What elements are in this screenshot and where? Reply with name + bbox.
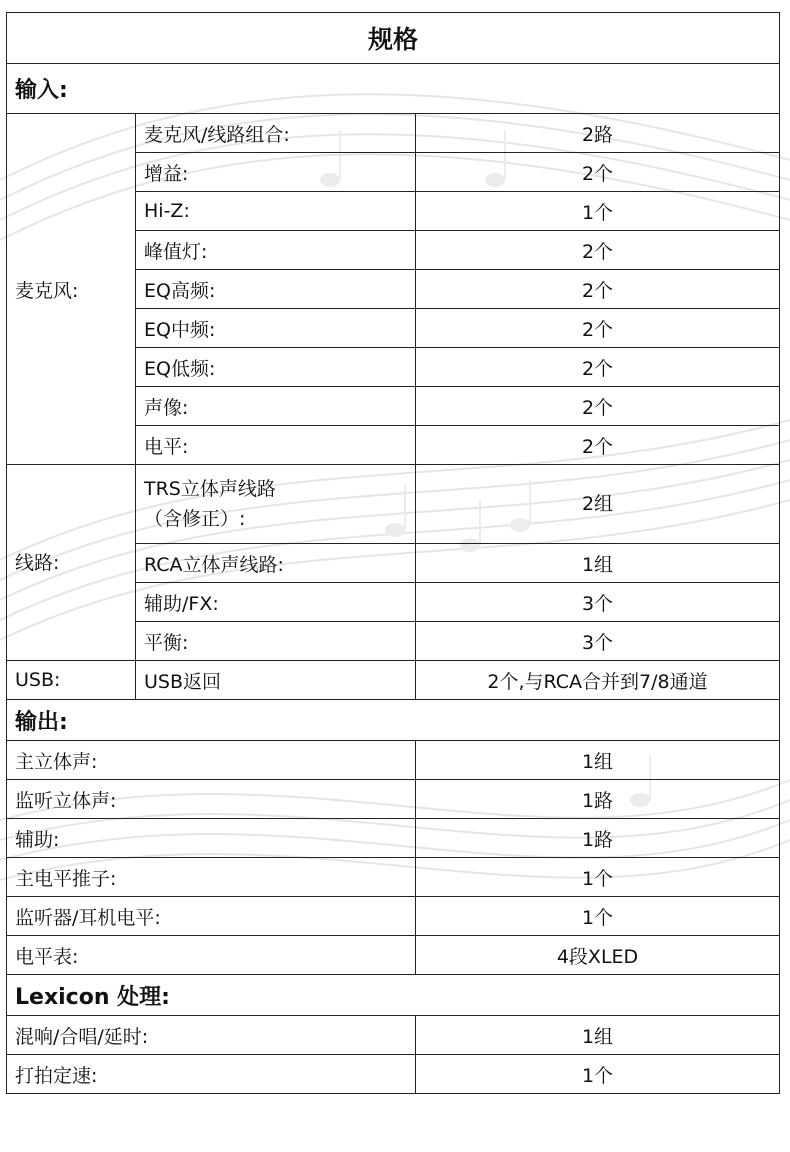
spec-value: 2个 xyxy=(416,270,780,309)
spec-label: 辅助: xyxy=(7,819,416,858)
spec-label: 监听器/耳机电平: xyxy=(7,897,416,936)
spec-value: 2个 xyxy=(416,387,780,426)
spec-value: 1组 xyxy=(416,544,780,583)
spec-label: 混响/合唱/延时: xyxy=(7,1016,416,1055)
page-title: 规格 xyxy=(7,13,780,64)
spec-label: 打拍定速: xyxy=(7,1055,416,1094)
spec-label: Hi-Z: xyxy=(136,192,416,231)
spec-value: 4段XLED xyxy=(416,936,780,975)
spec-value: 1路 xyxy=(416,780,780,819)
spec-label: 电平: xyxy=(136,426,416,465)
section-heading-inputs: 输入: xyxy=(7,64,780,114)
group-label-line: 线路: xyxy=(7,465,136,661)
spec-value: 2路 xyxy=(416,114,780,153)
spec-value: 1路 xyxy=(416,819,780,858)
spec-value: 1个 xyxy=(416,1055,780,1094)
spec-value: 3个 xyxy=(416,622,780,661)
spec-label: RCA立体声线路: xyxy=(136,544,416,583)
spec-label: 主电平推子: xyxy=(7,858,416,897)
spec-label: EQ高频: xyxy=(136,270,416,309)
spec-label: 增益: xyxy=(136,153,416,192)
spec-table-container xyxy=(6,12,779,1094)
spec-value: 1个 xyxy=(416,897,780,936)
group-label-usb: USB: xyxy=(7,661,136,700)
spec-value: 1组 xyxy=(416,1016,780,1055)
spec-value: 1个 xyxy=(416,858,780,897)
spec-label: USB返回 xyxy=(136,661,416,700)
section-heading-lexicon: Lexicon 处理: xyxy=(7,975,780,1016)
spec-value: 2个 xyxy=(416,231,780,270)
spec-label: 电平表: xyxy=(7,936,416,975)
spec-label: EQ低频: xyxy=(136,348,416,387)
spec-value: 2个 xyxy=(416,153,780,192)
spec-value: 2个 xyxy=(416,348,780,387)
spec-table xyxy=(6,12,780,1094)
spec-label: 声像: xyxy=(136,387,416,426)
spec-label: 峰值灯: xyxy=(136,231,416,270)
spec-label: 麦克风/线路组合: xyxy=(136,114,416,153)
spec-label: 辅助/FX: xyxy=(136,583,416,622)
group-label-mic: 麦克风: xyxy=(7,114,136,465)
spec-label: 主立体声: xyxy=(7,741,416,780)
spec-value: 3个 xyxy=(416,583,780,622)
spec-value: 1组 xyxy=(416,741,780,780)
section-heading-outputs: 输出: xyxy=(7,700,780,741)
spec-value: 2个 xyxy=(416,426,780,465)
spec-label: EQ中频: xyxy=(136,309,416,348)
spec-value: 2组 xyxy=(416,465,780,544)
spec-label: 监听立体声: xyxy=(7,780,416,819)
spec-value: 2个 xyxy=(416,309,780,348)
spec-label: 平衡: xyxy=(136,622,416,661)
spec-value: 1个 xyxy=(416,192,780,231)
spec-value: 2个,与RCA合并到7/8通道 xyxy=(416,661,780,700)
spec-label: TRS立体声线路 （含修正）: xyxy=(136,465,416,544)
